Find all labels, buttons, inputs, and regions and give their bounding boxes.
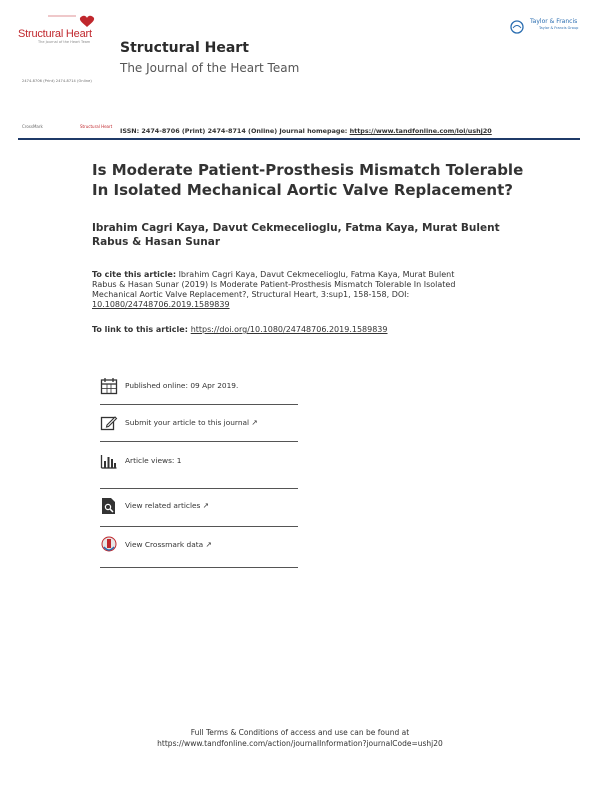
doi-link[interactable]: 10.1080/24748706.2019.1589839 [92,300,230,309]
article-authors: Ibrahim Cagri Kaya, Davut Cekmecelioglu, Fatma Kaya, Murat Bulent Rabus & Hasan Sunar [92,222,500,248]
crossmark-icon [100,536,118,554]
crossmark-label[interactable]: View Crossmark data ↗ [125,540,212,549]
issn-line [120,127,492,135]
submit-article-item[interactable] [100,406,298,441]
external-link-icon: ↗ [202,501,209,510]
related-articles-item[interactable] [100,489,298,524]
cite-label: To cite this article: [92,270,177,279]
item-divider [100,567,298,568]
journal-homepage-link[interactable]: https://www.tandfonline.com/loi/ushj20 [349,127,492,135]
article-title: Is Moderate Patient-Prosthesis Mismatch Tolerable In Isolated Mechanical Aortic Valve Replacement? [92,161,524,199]
footer-terms-link[interactable]: https://www.tandfonline.com/action/journalInformation?journalCode=ushj20 [157,739,443,748]
article-views-item [100,444,298,479]
publisher-logo-sub: Taylor & Francis Group [539,26,579,30]
header-divider [18,138,580,140]
journal-small-logo: Structural Heart [80,124,113,129]
issn-small-label: 2474-8706 (Print) 2474-8714 (Online) [22,79,92,83]
edit-icon [100,414,118,432]
published-online-label: Published online: 09 Apr 2019. [125,381,239,390]
item-divider [100,441,298,442]
citation-block [92,270,472,310]
article-views-label: Article views: 1 [125,456,182,465]
footer-terms-text: Full Terms & Conditions of access and use can be found at [190,728,410,737]
cite-text: Ibrahim Cagri Kaya, Davut Cekmecelioglu, Fatma Kaya, Murat Bulent Rabus & Hasan Sunar (2019) Is Moderate Patient-Prosthesis Mismatch Tolerable In Isolated Mechanical Aortic Valve Replacement?, Structural Heart, 3:sup1, 158-158, DOI: [92,270,456,299]
calendar-icon [100,377,118,395]
publisher-logo-text: Taylor & Francis [530,18,578,25]
external-link-icon: ↗ [251,418,258,427]
external-link-icon: ↗ [205,540,212,549]
issn-text: ISSN: 2474-8706 (Print) 2474-8714 (Online) Journal homepage: [120,127,350,135]
item-divider [100,404,298,405]
crossmark-small-logo: CrossMark [22,124,43,129]
link-label: To link to this article: [92,325,191,334]
item-divider [100,526,298,527]
journal-title[interactable]: Structural Heart [120,40,249,56]
journal-subtitle: The Journal of the Heart Team [120,61,300,75]
submit-article-label[interactable]: Submit your article to this journal ↗ [125,418,258,427]
article-doi-url[interactable]: https://doi.org/10.1080/24748706.2019.1589839 [190,325,388,334]
published-online-item [100,369,298,404]
related-articles-label[interactable]: View related articles ↗ [125,501,209,510]
logo-tagline: The Journal of the Heart Team [38,40,91,44]
crossmark-item[interactable] [100,528,298,563]
bar-chart-icon [100,452,118,470]
search-document-icon [100,497,118,515]
logo-text: Structural Heart [18,28,92,40]
article-link-line [92,325,388,334]
